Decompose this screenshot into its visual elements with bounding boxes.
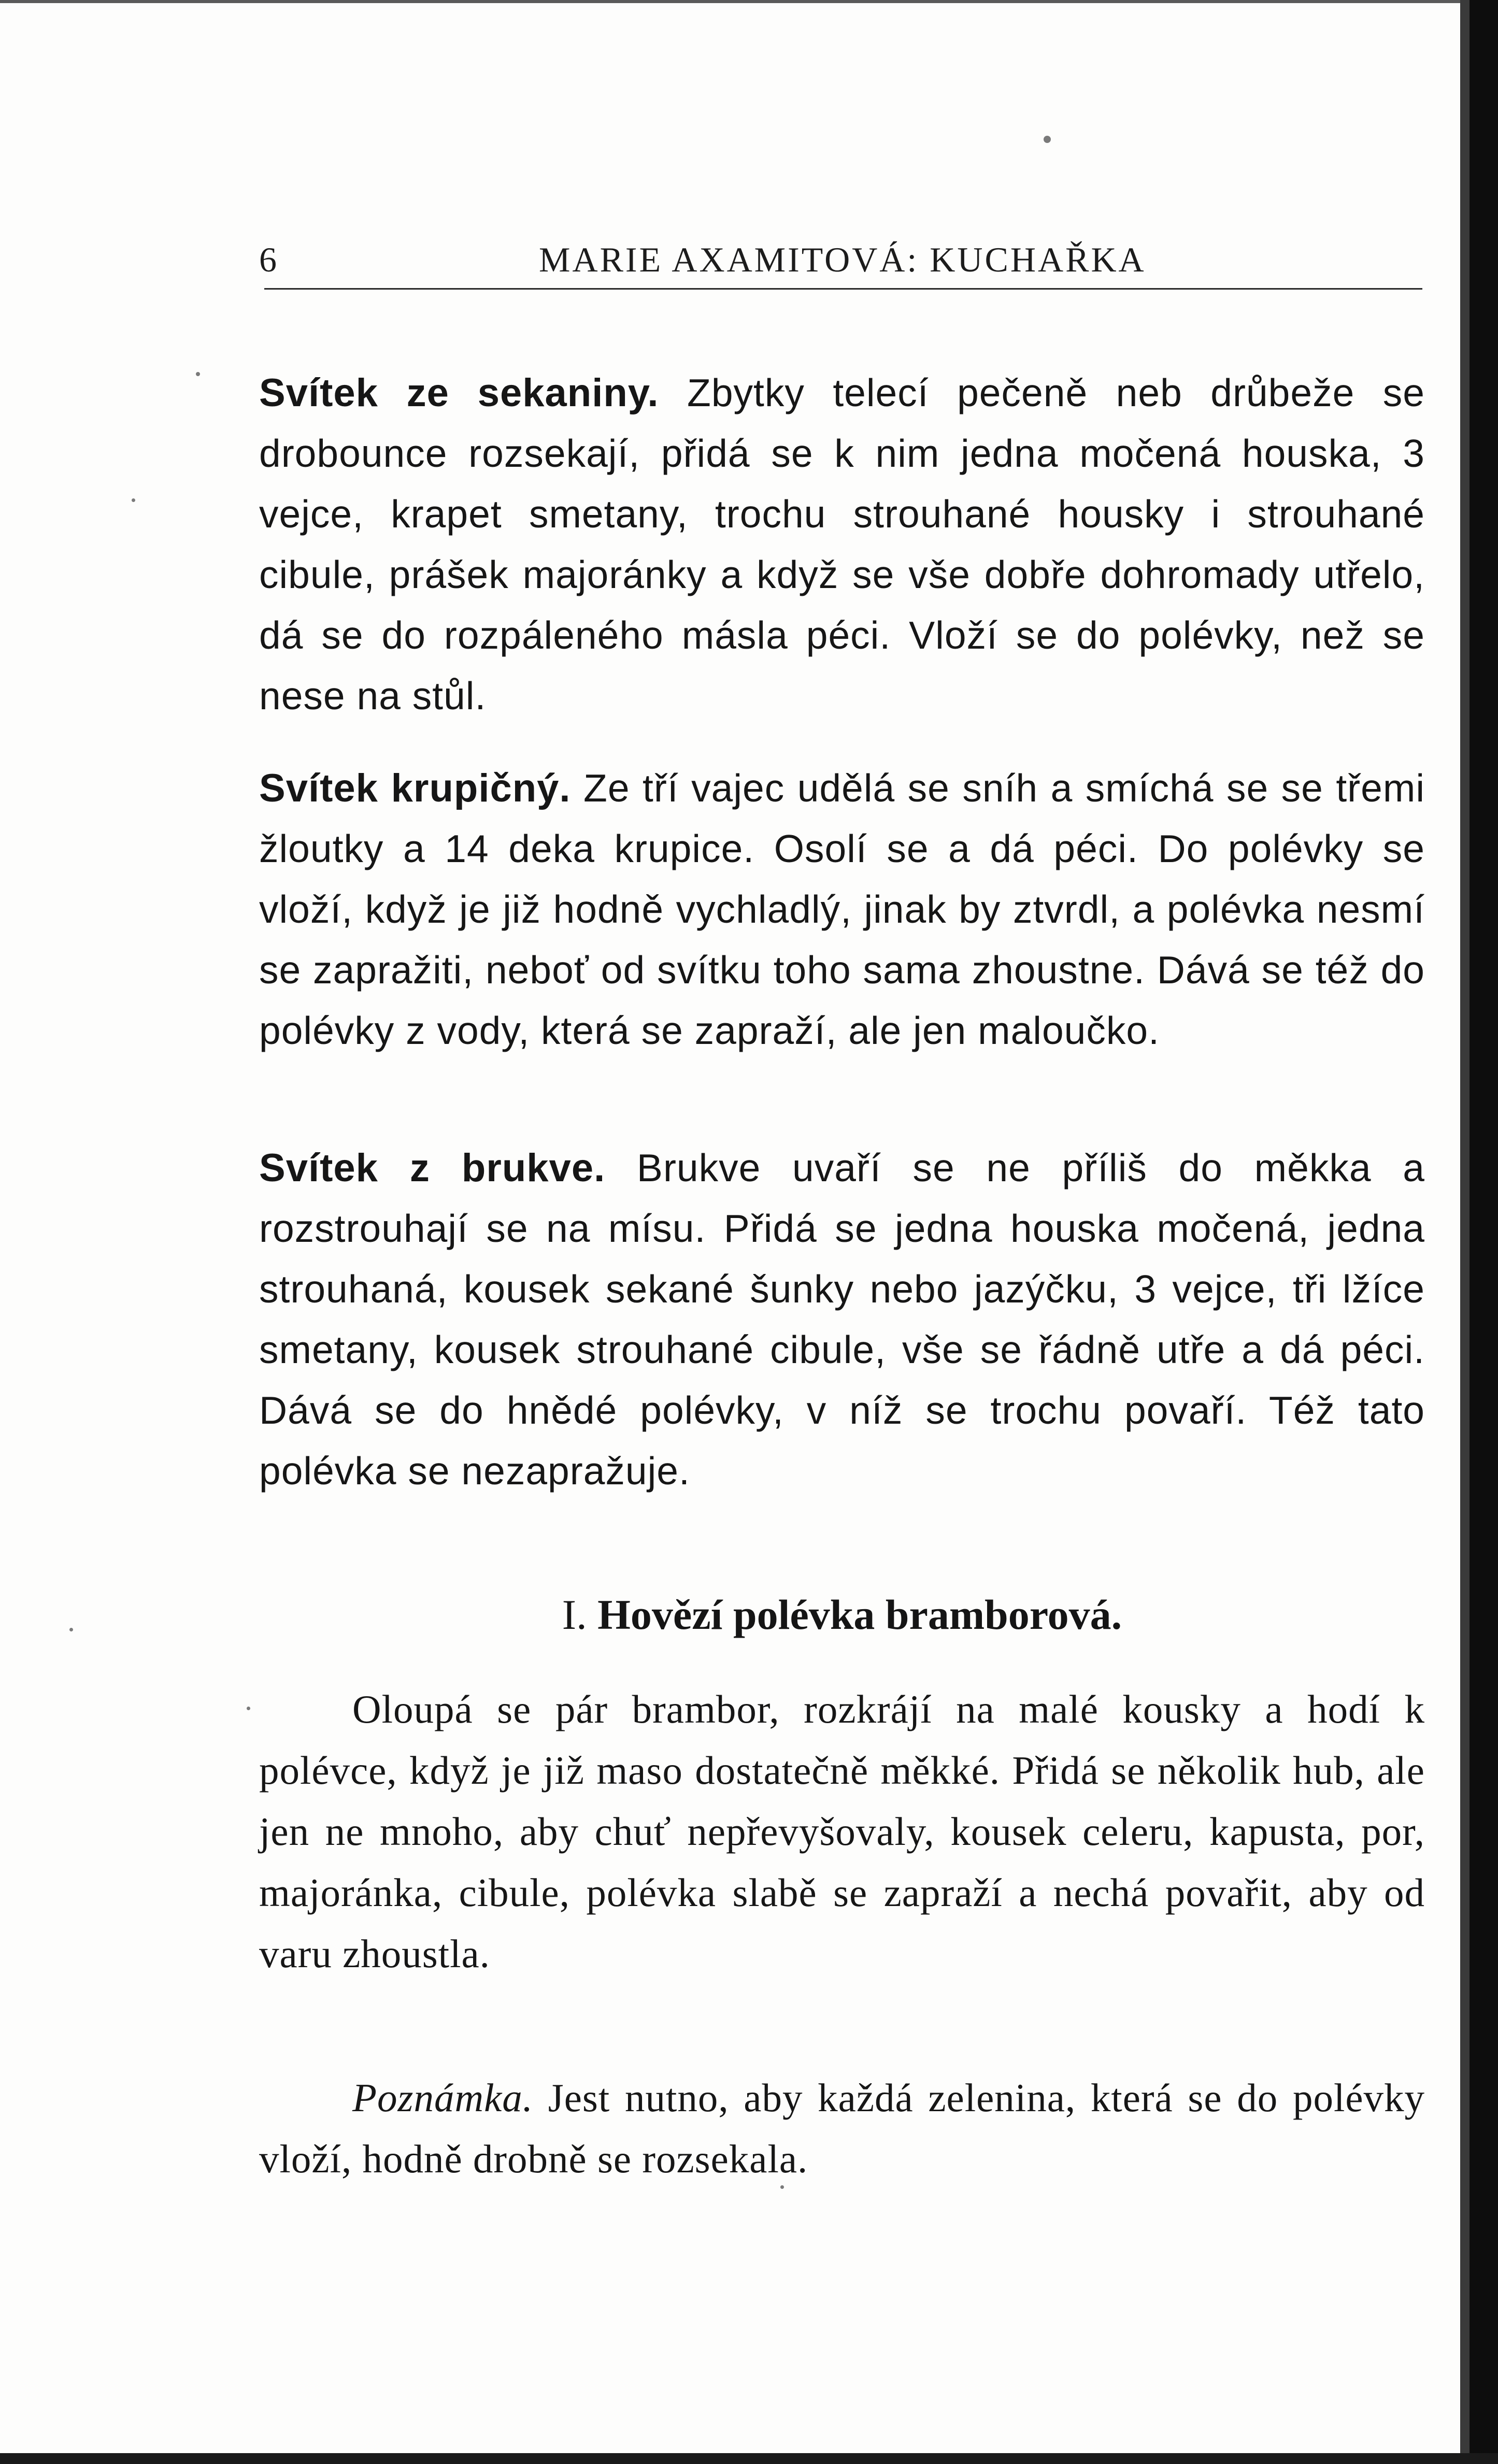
running-head	[259, 239, 1425, 291]
scan-edge-right	[1470, 0, 1498, 2464]
note-label: Poznámka.	[352, 2075, 534, 2120]
print-speck	[69, 1628, 73, 1631]
recipe-svitek-krupicny	[259, 758, 1425, 1061]
recipe-title: Svítek krupičný.	[259, 766, 571, 810]
recipe-text: Ze tří vajec udělá se sníh a smíchá se se třemi žloutky a 14 deka krupice. Osolí se a dá péci. Do polévky se vloží, když je již hodně vychladlý, jinak by ztvrdl, a polévka nesmí se zapražiti, neboť od svítku toho sama zhoustne. Dává se též do polévky z vody, která se zapraží, ale jen maloučko.	[259, 766, 1425, 1052]
scan-edge-bottom	[0, 2453, 1498, 2464]
section-paragraph	[259, 1679, 1425, 1984]
paragraph-text: Oloupá se pár brambor, rozkrájí na malé kousky a hodí k polévce, když je již maso dostatečně měkké. Přidá se několik hub, ale jen ne mnoho, aby chuť nepřevyšovaly, kousek celeru, kapusta, por, majoránka, cibule, polévka slabě se zapraží a nechá povařit, aby od varu zhoustla.	[259, 1687, 1425, 1976]
scan-edge-right-shadow	[1460, 0, 1470, 2464]
recipe-text: Zbytky telecí pečeně neb drůbeže se drobounce rozsekají, přidá se k nim jedna močená houska, 3 vejce, krapet smetany, trochu strouhané housky i strouhané cibule, prášek majoránky a když se vše dobře dohromady utřelo, dá se do rozpáleného másla péci. Vloží se do polévky, než se nese na stůl.	[259, 371, 1425, 718]
recipe-title: Svítek z brukve.	[259, 1146, 606, 1190]
print-speck	[247, 1707, 250, 1710]
section-title: Hovězí polévka bramborová.	[597, 1591, 1122, 1638]
running-head-title: MARIE AXAMITOVÁ: KUCHAŘKA	[539, 240, 1146, 279]
note-paragraph	[259, 2067, 1425, 2189]
header-rule	[264, 288, 1422, 290]
recipe-svitek-z-brukve	[259, 1138, 1425, 1501]
note-text: Jest nutno, aby každá zelenina, která se do polévky vloží, hodně drobně se rozsekala.	[259, 2075, 1425, 2181]
page-number: 6	[259, 240, 278, 279]
scan-edge-top	[0, 0, 1498, 3]
section-heading	[259, 1586, 1425, 1643]
recipe-text: Brukve uvaří se ne příliš do měkka a rozstrouhají se na mísu. Přidá se jedna houska močená, jedna strouhaná, kousek sekané šunky nebo jazýčku, 3 vejce, tři lžíce smetany, kousek strouhané cibule, vše se řádně utře a dá péci. Dává se do hnědé polévky, v níž se trochu povaří. Též tato polévka se nezapražuje.	[259, 1146, 1425, 1493]
section-number: I.	[562, 1591, 587, 1638]
print-speck	[132, 498, 135, 502]
print-speck	[1044, 136, 1051, 143]
print-speck	[196, 372, 200, 376]
recipe-title: Svítek ze sekaniny.	[259, 371, 659, 415]
recipe-svitek-ze-sekaniny	[259, 363, 1425, 726]
